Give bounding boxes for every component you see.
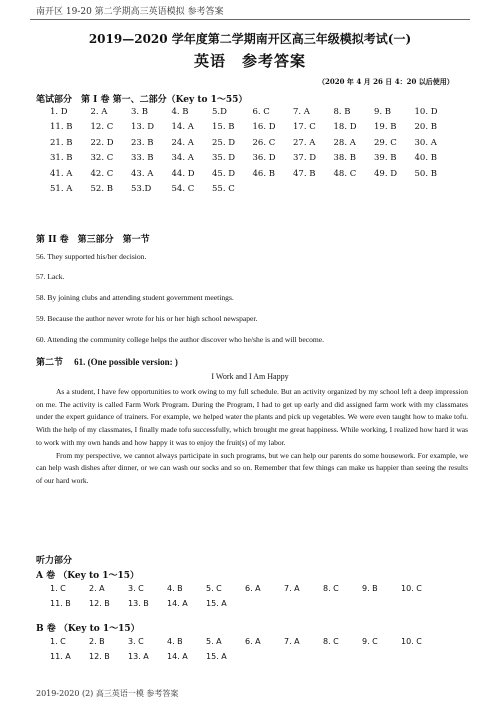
answer-cell: 7. A [284, 584, 300, 593]
answer-cell: 49. D [374, 168, 398, 179]
answer-cell: 54. C [171, 184, 195, 195]
written-answer-table [50, 104, 455, 197]
answer-row [50, 135, 455, 151]
answer-cell: 25. D [212, 137, 236, 148]
answer-cell: 42. C [90, 168, 114, 179]
answer-cell: 11. B [50, 599, 71, 608]
answer-cell: 7. A [284, 637, 300, 646]
answer-cell: 5. A [206, 637, 222, 646]
listening-b-heading: B 卷 （Key to 1～15） [36, 624, 140, 634]
answer-cell: 10. C [401, 584, 422, 593]
answer-cell: 6. A [245, 584, 261, 593]
answer-cell: 11. A [50, 652, 71, 661]
answer-59: 59. Because the author never wrote for his or her high school newspaper. [36, 314, 258, 323]
answer-cell: 46. B [252, 168, 275, 179]
answer-60: 60. Attending the community college helps the author discover who he/she is and will become. [36, 335, 325, 344]
answer-cell: 43. A [131, 168, 154, 179]
answer-row [50, 182, 455, 198]
answer-cell: 15. A [206, 652, 227, 661]
answer-57: 57. Lack. [36, 272, 65, 281]
essay-body [36, 386, 468, 488]
answer-cell: 14. A [171, 122, 194, 133]
answer-cell: 33. B [131, 153, 154, 164]
answer-cell: 24. A [171, 137, 194, 148]
answer-cell: 26. C [252, 137, 276, 148]
answer-cell: 10. D [414, 106, 438, 117]
answer-row [50, 581, 440, 596]
answer-row [50, 104, 455, 120]
answer-row [50, 634, 440, 649]
answer-cell: 15. B [212, 122, 235, 133]
answer-cell: 1. D [50, 106, 68, 117]
answer-cell: 40. B [414, 153, 437, 164]
answer-cell: 38. B [333, 153, 356, 164]
answer-cell: 51. A [50, 184, 73, 195]
answer-cell: 47. B [293, 168, 316, 179]
essay-paragraph-2: From my perspective, we cannot always participate in such programs, but we can help our parents do some housework. For example, we can help wash dishes after dinner, or we can wash our socks and so on. Remember that few things can make us happier than seeing the results of our hard work. [36, 450, 468, 485]
section2-heading-en: 61. (One possible version: ) [74, 357, 178, 367]
answer-cell: 29. C [374, 137, 397, 148]
answer-row [50, 151, 455, 167]
answer-cell: 48. C [333, 168, 357, 179]
answer-cell: 2. A [89, 584, 105, 593]
listening-heading: 听力部分 [36, 556, 73, 566]
document-title: 2019—2020 学年度第二学期南开区高三年级模拟考试(一) [88, 32, 412, 46]
answer-cell: 8. C [323, 637, 339, 646]
essay-title: I Work and I Am Happy [211, 372, 289, 381]
answer-cell: 39. B [374, 153, 397, 164]
answer-cell: 2. A [90, 106, 108, 117]
answer-cell: 18. D [333, 122, 357, 133]
answer-cell: 9. B [362, 584, 378, 593]
listening-b-table [50, 634, 440, 664]
answer-cell: 8. C [323, 584, 339, 593]
answer-row [50, 649, 440, 664]
answer-cell: 3. C [128, 637, 144, 646]
section2-heading-cn: 第二节 [36, 358, 64, 368]
answer-cell: 12. B [89, 652, 110, 661]
page-footer: 2019-2020 (2) 高三英语一模 参考答案 [36, 689, 179, 698]
page-header: 南开区 19-20 第二学期高三英语模拟 参考答案 [36, 7, 224, 17]
part2-heading: 第 II 卷 第三部分 第一节 [36, 235, 150, 245]
answer-cell: 7. A [293, 106, 310, 117]
answer-cell: 14. A [167, 599, 188, 608]
answer-cell: 10. C [401, 637, 422, 646]
answer-cell: 21. B [50, 137, 73, 148]
answer-cell: 44. D [171, 168, 195, 179]
answer-cell: 9. C [362, 637, 378, 646]
answer-cell: 22. D [90, 137, 114, 148]
answer-cell: 17. C [293, 122, 316, 133]
answer-cell: 12. B [89, 599, 110, 608]
answer-56: 56. They supported his/her decision. [36, 252, 147, 261]
answer-cell: 30. A [414, 137, 437, 148]
written-section-heading: 笔试部分 第 I 卷 第一、二部分（Key to 1～55） [36, 95, 248, 105]
answer-cell: 4. B [167, 637, 183, 646]
answer-cell: 12. C [90, 122, 114, 133]
answer-cell: 3. B [131, 106, 149, 117]
document-subtitle: 英语 参考答案 [193, 52, 306, 70]
answer-cell: 5.D [212, 106, 227, 117]
answer-cell: 6. C [252, 106, 270, 117]
answer-cell: 52. B [90, 184, 113, 195]
answer-cell: 23. B [131, 137, 154, 148]
listening-a-heading: A 卷 （Key to 1～15） [36, 571, 140, 581]
answer-cell: 55. C [212, 184, 235, 195]
answer-cell: 28. A [333, 137, 356, 148]
answer-cell: 34. A [171, 153, 194, 164]
answer-cell: 53.D [131, 184, 152, 195]
answer-cell: 50. B [414, 168, 437, 179]
answer-cell: 5. C [206, 584, 222, 593]
header-divider [30, 19, 470, 20]
answer-row [50, 166, 455, 182]
answer-cell: 1. C [50, 637, 66, 646]
answer-cell: 20. B [414, 122, 437, 133]
answer-row [50, 596, 440, 611]
answer-58: 58. By joining clubs and attending student government meetings. [36, 293, 234, 302]
answer-cell: 31. B [50, 153, 73, 164]
section2-heading [36, 355, 178, 368]
answer-cell: 45. D [212, 168, 236, 179]
answer-cell: 11. B [50, 122, 73, 133]
answer-cell: 36. D [252, 153, 276, 164]
answer-cell: 2. B [89, 637, 105, 646]
answer-cell: 9. B [374, 106, 392, 117]
answer-cell: 6. A [245, 637, 261, 646]
answer-cell: 4. B [171, 106, 189, 117]
answer-cell: 37. D [293, 153, 317, 164]
answer-cell: 13. B [128, 599, 149, 608]
answer-cell: 16. D [252, 122, 276, 133]
answer-cell: 19. B [374, 122, 397, 133]
usage-date: （2020 年 4 月 26 日 4：20 以后使用） [318, 77, 454, 86]
answer-cell: 14. A [167, 652, 188, 661]
answer-cell: 8. B [333, 106, 351, 117]
answer-cell: 4. B [167, 584, 183, 593]
answer-cell: 3. C [128, 584, 144, 593]
answer-cell: 15. A [206, 599, 227, 608]
answer-cell: 32. C [90, 153, 114, 164]
answer-cell: 13. A [128, 652, 149, 661]
listening-a-table [50, 581, 440, 611]
answer-cell: 1. C [50, 584, 66, 593]
essay-paragraph-1: As a student, I have few opportunities to work owing to my full schedule. But an activity organized by my school left a deep impression on me. The activity is called Farm Work Program. During the Program, I had to get up early and did assigned farm work with my classmates under the expert guidance of trainers. For example, we helped water the plants and pick up vegetables. We were even taught how to make tofu. With the help of my classmates, I finally made tofu successfully, which brought me great happiness. While working, I realized how hard it was to work with my own hands and how happy it was to enjoy the fruit(s) of my labor. [36, 387, 468, 447]
answer-row [50, 120, 455, 136]
answer-cell: 27. A [293, 137, 316, 148]
answer-cell: 41. A [50, 168, 73, 179]
answer-cell: 13. D [131, 122, 155, 133]
answer-cell: 35. D [212, 153, 236, 164]
